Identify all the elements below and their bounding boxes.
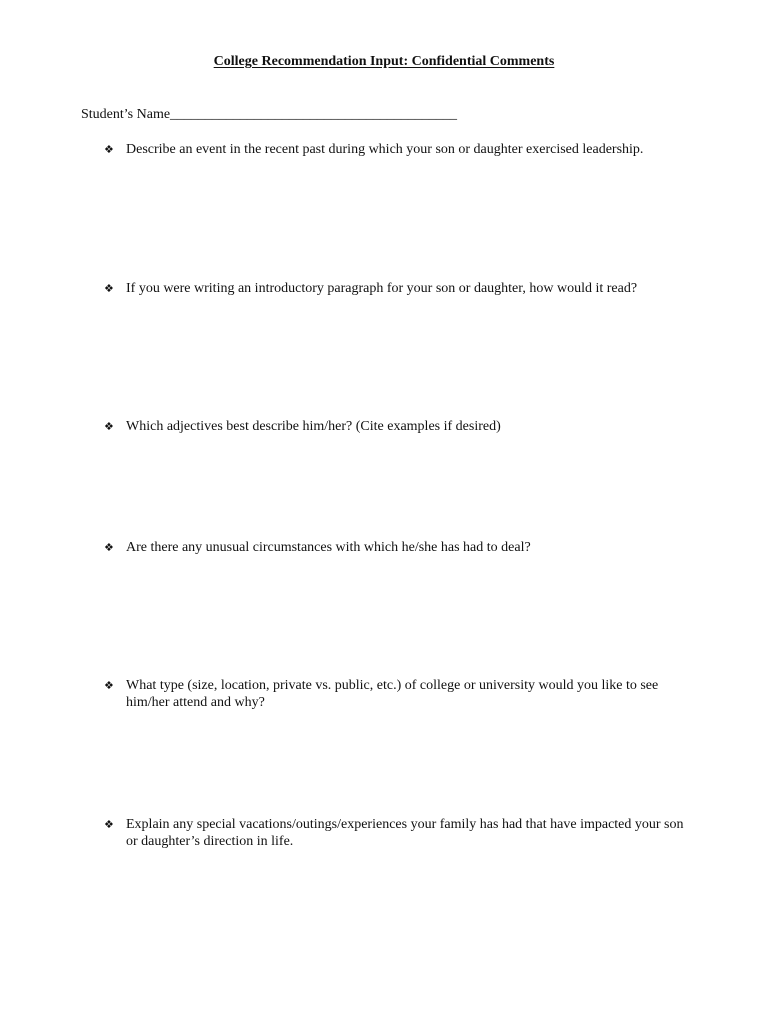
question-item	[104, 280, 694, 297]
diamond-bullet-icon: ❖	[104, 143, 114, 156]
question-item	[104, 677, 684, 711]
student-name-field: Student’s Name_________________________________________	[81, 107, 458, 122]
diamond-bullet-icon: ❖	[104, 282, 114, 295]
diamond-bullet-icon: ❖	[104, 679, 114, 692]
question-text: Explain any special vacations/outings/experiences your family has had that have impacted your son or daughter’s direction in life.	[126, 817, 684, 849]
question-text: Which adjectives best describe him/her? (Cite examples if desired)	[126, 419, 501, 434]
question-text: What type (size, location, private vs. public, etc.) of college or university would you like to see him/her attend and why?	[126, 678, 659, 710]
diamond-bullet-icon: ❖	[104, 420, 114, 433]
question-item	[104, 539, 694, 556]
question-text: Describe an event in the recent past during which your son or daughter exercised leadership.	[126, 142, 644, 157]
question-item	[104, 418, 694, 435]
diamond-bullet-icon: ❖	[104, 541, 114, 554]
question-item	[104, 141, 694, 158]
question-text: Are there any unusual circumstances with which he/she has had to deal?	[126, 540, 531, 555]
question-item	[104, 816, 684, 850]
document-title: College Recommendation Input: Confidential Comments	[213, 54, 555, 69]
diamond-bullet-icon: ❖	[104, 818, 114, 831]
question-text: If you were writing an introductory paragraph for your son or daughter, how would it read?	[126, 281, 638, 296]
